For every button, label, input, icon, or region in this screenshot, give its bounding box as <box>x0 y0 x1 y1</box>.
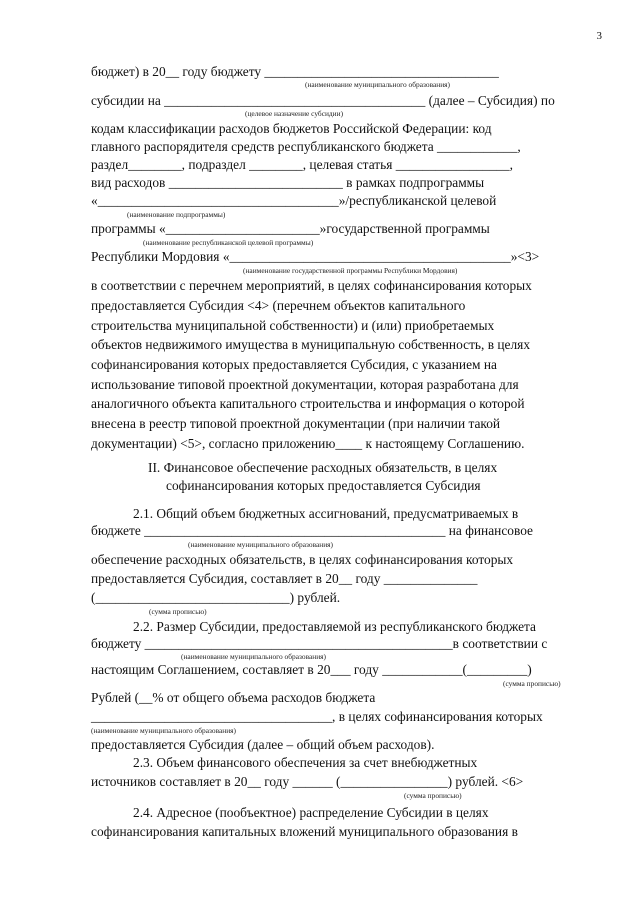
field-caption: (сумма прописью) <box>149 607 207 616</box>
text-line: предоставляется Субсидия, составляет в 20__ году ______________ <box>91 571 478 586</box>
page-number: 3 <box>596 30 602 42</box>
field-caption: (наименование государственной программы Республики Мордовия) <box>243 266 458 275</box>
field-caption: (сумма прописью) <box>503 679 561 688</box>
section-heading: II. Финансовое обеспечение расходных обязательств, в целях <box>148 460 498 475</box>
text-line: обеспечение расходных обязательств, в целях софинансирования которых <box>91 552 514 567</box>
text-line: предоставляется Субсидия <4> (перечнем объектов капитального <box>91 298 466 313</box>
text-line: ____________________________________, в целях софинансирования которых <box>91 709 543 724</box>
text-line: внесена в реестр типовой проектной документации (при наличии такой <box>91 416 501 431</box>
field-caption: (наименование муниципального образования) <box>188 540 334 549</box>
field-caption: (наименование подпрограммы) <box>127 210 226 219</box>
text-line: бюджет) в 20__ году бюджету ___________________________________ <box>91 64 499 79</box>
text-line: вид расходов __________________________ в рамках подпрограммы <box>91 175 485 190</box>
field-caption: (сумма прописью) <box>404 791 462 800</box>
text-line: в соответствии с перечнем мероприятий, в целях софинансирования которых <box>91 278 532 293</box>
field-caption: (наименование республиканской целевой программы) <box>143 238 314 247</box>
text-line: 2.4. Адресное (пообъектное) распределение Субсидии в целях <box>133 805 489 820</box>
text-line: (_____________________________) рублей. <box>91 590 341 605</box>
text-line: кодам классификации расходов бюджетов Российской Федерации: код <box>91 121 492 136</box>
text-line: использование типовой проектной документации, которая разработана для <box>91 377 519 392</box>
text-line: строительства муниципальной собственности) и (или) приобретаемых <box>91 318 495 333</box>
field-caption: (наименование муниципального образования) <box>91 726 237 735</box>
text-line: софинансирования капитальных вложений муниципального образования в <box>91 824 518 839</box>
text-line: бюджете _____________________________________________ на финансовое <box>91 523 533 538</box>
text-line: объектов недвижимого имущества в муниципальную собственность, в целях <box>91 337 531 352</box>
text-line: 2.3. Объем финансового обеспечения за счет внебюджетных <box>133 755 478 770</box>
text-line: Республики Мордовия «__________________________________________»<3> <box>91 249 540 264</box>
section-heading: софинансирования которых предоставляется Субсидия <box>166 478 481 493</box>
text-line: аналогичного объекта капитального строительства и информация о которой <box>91 396 525 411</box>
field-caption: (наименование муниципального образования) <box>305 80 451 89</box>
text-line: программы «_______________________»государственной программы <box>91 221 490 236</box>
text-line: бюджету ______________________________________________в соответствии с <box>91 636 548 651</box>
text-line: 2.1. Общий объем бюджетных ассигнований, предусматриваемых в <box>133 506 519 521</box>
text-line: софинансирования которых предоставляется Субсидия, с указанием на <box>91 357 497 372</box>
text-line: раздел________, подраздел ________, целевая статья _________________, <box>91 157 513 172</box>
text-line: документации) <5>, согласно приложению____ к настоящему Соглашению. <box>91 436 525 451</box>
text-line: субсидии на _______________________________________ (далее – Субсидия) по <box>91 93 555 108</box>
field-caption: (наименование муниципального образования) <box>181 652 327 661</box>
text-line: источников составляет в 20__ году ______ (________________) рублей. <6> <box>91 774 524 789</box>
text-line: предоставляется Субсидия (далее – общий объем расходов). <box>91 737 435 752</box>
text-line: 2.2. Размер Субсидии, предоставляемой из республиканского бюджета <box>133 619 536 634</box>
text-line: настоящим Соглашением, составляет в 20___ году ____________(_________) <box>91 662 532 677</box>
text-line: Рублей (__% от общего объема расходов бюджета <box>91 690 376 705</box>
text-line: «____________________________________»/республиканской целевой <box>91 193 497 208</box>
field-caption: (целевое назначение субсидии) <box>245 109 344 118</box>
text-line: главного распорядителя средств республиканского бюджета ____________, <box>91 139 521 154</box>
